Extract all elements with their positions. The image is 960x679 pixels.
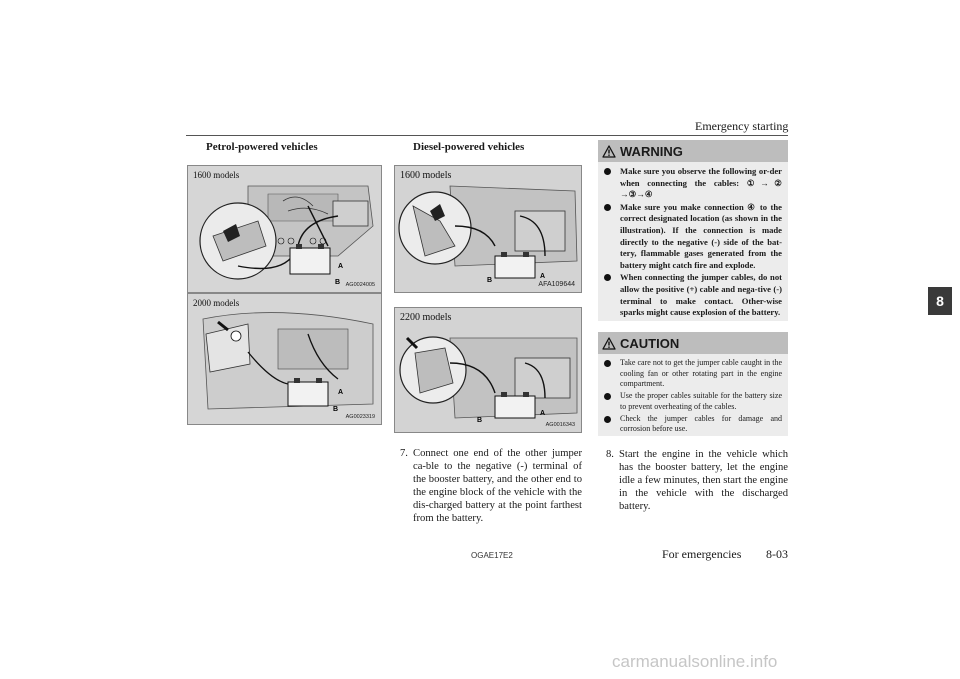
bullet-icon xyxy=(604,168,611,175)
warning-triangle-icon xyxy=(602,145,616,158)
bullet-icon xyxy=(604,360,611,367)
footer-chapter: For emergencies xyxy=(662,547,742,561)
warning-header xyxy=(598,140,788,162)
svg-text:B: B xyxy=(333,406,339,413)
figure-diesel-2200 xyxy=(394,307,582,433)
caution-header xyxy=(598,332,788,354)
svg-text:A: A xyxy=(540,410,546,417)
figure-label: 1600 models xyxy=(400,170,452,181)
engine-illustration xyxy=(395,308,581,432)
warning-item: Make sure you make connection ④ to the correct designated location (as shown in the illustration). If the connection is made directly to the negative (-) side of the bat-tery, flammable gases generated from the battery might catch fire and explode. xyxy=(604,202,782,272)
step-7 xyxy=(400,447,582,527)
caution-title: CAUTION xyxy=(620,335,680,351)
warning-item: When connecting the jumper cables, do not allow the positive (+) cable and nega-tive (-) terminal to make contact. Other-wise sparks might cause explosion of the battery. xyxy=(604,272,782,318)
bullet-icon xyxy=(604,393,611,400)
bullet-icon xyxy=(604,416,611,423)
svg-text:A: A xyxy=(338,263,344,270)
footer-code: OGAE17E2 xyxy=(471,551,513,560)
diesel-title: Diesel-powered vehicles xyxy=(413,141,525,153)
figure-petrol-2000 xyxy=(187,293,382,425)
warning-item: Make sure you observe the following or-der when connecting the cables: ①→② →③→④ xyxy=(604,166,782,201)
svg-text:A: A xyxy=(338,389,344,396)
bullet-icon xyxy=(604,274,611,281)
step-number: 7. xyxy=(400,448,408,459)
step-8 xyxy=(606,448,788,513)
warning-box xyxy=(598,140,788,321)
step-number: 8. xyxy=(606,449,614,460)
svg-text:B: B xyxy=(487,277,493,284)
running-header: Emergency starting xyxy=(695,119,789,133)
warning-title: WARNING xyxy=(620,143,683,159)
engine-illustration xyxy=(188,294,381,424)
figure-diesel-1600 xyxy=(394,165,582,293)
engine-illustration xyxy=(188,166,381,292)
bullet-icon xyxy=(604,204,611,211)
figure-code: AG0024005 xyxy=(345,282,375,288)
figure-label: 1600 models xyxy=(193,170,240,180)
step-text: Connect one end of the other jumper ca-ble to the negative (-) terminal of the booster battery, and the other end to the engine block of the vehicle with the dis-charged battery at the point farthest from the battery. xyxy=(413,448,582,525)
figure-petrol-1600 xyxy=(187,165,382,293)
step-text: Start the engine in the vehicle which has the booster battery, let the engine idle a few minutes, then start the engine in the vehicle with the discharged battery. xyxy=(619,449,788,513)
engine-illustration xyxy=(395,166,581,292)
svg-text:A: A xyxy=(540,273,546,280)
caution-triangle-icon xyxy=(602,337,616,350)
warning-list xyxy=(604,166,782,320)
figure-code: AFA109644 xyxy=(538,281,575,288)
footer-page-number: 8-03 xyxy=(766,547,788,561)
figure-label: 2000 models xyxy=(193,298,240,308)
petrol-title: Petrol-powered vehicles xyxy=(206,141,318,153)
svg-text:B: B xyxy=(335,279,341,286)
watermark[interactable]: carmanualsonline.info xyxy=(612,652,778,671)
caution-item: Take care not to get the jumper cable caught in the cooling fan or other rotating part in the engine compartment. xyxy=(604,358,782,390)
caution-list xyxy=(604,358,782,436)
caution-item: Check the jumper cables for damage and corrosion before use. xyxy=(604,414,782,435)
figure-label: 2200 models xyxy=(400,312,452,323)
chapter-tab: 8 xyxy=(928,287,952,315)
caution-box xyxy=(598,332,788,436)
svg-text:B: B xyxy=(477,417,483,424)
figure-code: AG0023319 xyxy=(345,414,375,420)
caution-item: Use the proper cables suitable for the battery size to prevent overheating of the cables. xyxy=(604,391,782,412)
header-rule xyxy=(186,135,788,136)
figure-code: AG0016343 xyxy=(545,422,575,428)
